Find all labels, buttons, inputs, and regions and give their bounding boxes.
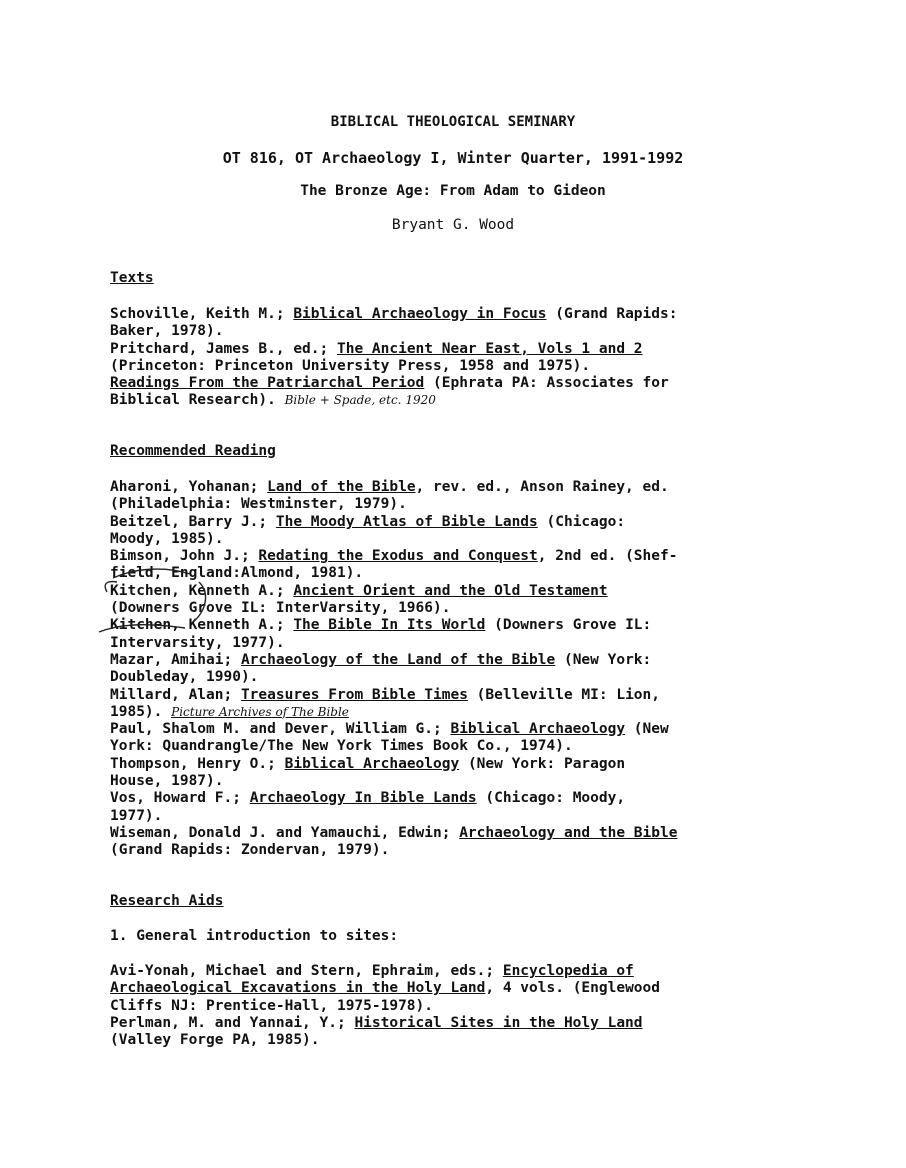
- list-item: (Princeton: Princeton University Press, 1958 and 1975).: [110, 357, 591, 374]
- recommended-heading: Recommended Reading: [110, 443, 276, 459]
- list-item: Pritchard, James B., ed.; The Ancient Near East, Vols 1 and 2: [110, 340, 643, 357]
- research-heading: Research Aids: [110, 893, 224, 909]
- list-item: Biblical Research). Bible + Spade, etc. 1920: [110, 392, 436, 409]
- recommended-list: [110, 479, 810, 860]
- handwritten-note: Bible + Spade, etc. 1920: [284, 393, 436, 408]
- list-item: Intervarsity, 1977).: [110, 634, 285, 651]
- list-item: Readings From the Patriarchal Period (Ephrata PA: Associates for: [110, 375, 669, 392]
- handwritten-note: Picture Archives of The Bible: [171, 704, 349, 719]
- list-item: Archaeological Excavations in the Holy Land, 4 vols. (Englewood: [110, 980, 660, 997]
- course-title: OT 816, OT Archaeology I, Winter Quarter, 1991-1992: [222, 149, 684, 167]
- list-item: Baker, 1978).: [110, 323, 224, 340]
- research-list: [110, 963, 810, 1049]
- list-item: 1985). Picture Archives of The Bible: [110, 703, 349, 720]
- list-item: Wiseman, Donald J. and Yamauchi, Edwin; Archaeology and the Bible: [110, 824, 678, 841]
- list-item: field, England:Almond, 1981).: [110, 565, 364, 582]
- list-item: Doubleday, 1990).: [110, 669, 259, 686]
- texts-heading: Texts: [110, 270, 154, 286]
- list-item: (Downers Grove IL: InterVarsity, 1966).: [110, 600, 451, 617]
- list-item: Kitchen, Kenneth A.; The Bible In Its World (Downers Grove IL:: [110, 617, 652, 634]
- research-subheading: 1. General introduction to sites:: [110, 928, 399, 944]
- list-item: Perlman, M. and Yannai, Y.; Historical Sites in the Holy Land: [110, 1014, 643, 1031]
- list-item: Bimson, John J.; Redating the Exodus and Conquest, 2nd ed. (Shef-: [110, 548, 678, 565]
- list-item: Cliffs NJ: Prentice-Hall, 1975-1978).: [110, 997, 434, 1014]
- list-item: (Valley Forge PA, 1985).: [110, 1032, 320, 1049]
- list-item: Schoville, Keith M.; Biblical Archaeology in Focus (Grand Rapids:: [110, 306, 678, 322]
- texts-list: [110, 306, 810, 410]
- list-item: (Grand Rapids: Zondervan, 1979).: [110, 842, 390, 859]
- list-item: Vos, Howard F.; Archaeology In Bible Lands (Chicago: Moody,: [110, 790, 626, 807]
- list-item: Paul, Shalom M. and Dever, William G.; Biblical Archaeology (New: [110, 721, 669, 738]
- list-item: House, 1987).: [110, 773, 224, 790]
- list-item: Aharoni, Yohanan; Land of the Bible, rev. ed., Anson Rainey, ed.: [110, 479, 669, 495]
- list-item: (Philadelphia: Westminster, 1979).: [110, 496, 407, 513]
- list-item: York: Quandrangle/The New York Times Book Co., 1974).: [110, 738, 573, 755]
- institution-title: BIBLICAL THEOLOGICAL SEMINARY: [330, 114, 576, 130]
- list-item: Avi-Yonah, Michael and Stern, Ephraim, eds.; Encyclopedia of: [110, 963, 634, 979]
- list-item: Millard, Alan; Treasures From Bible Times (Belleville MI: Lion,: [110, 686, 660, 703]
- course-subtitle: The Bronze Age: From Adam to Gideon: [300, 183, 606, 199]
- instructor-name: Bryant G. Wood: [391, 217, 515, 233]
- list-item: Kitchen, Kenneth A.; Ancient Orient and the Old Testament: [110, 582, 608, 599]
- list-item: 1977).: [110, 807, 163, 824]
- list-item: Thompson, Henry O.; Biblical Archaeology (New York: Paragon: [110, 755, 626, 772]
- list-item: Moody, 1985).: [110, 530, 224, 547]
- list-item: Mazar, Amihai; Archaeology of the Land of the Bible (New York:: [110, 651, 652, 668]
- list-item: Beitzel, Barry J.; The Moody Atlas of Bible Lands (Chicago:: [110, 513, 626, 530]
